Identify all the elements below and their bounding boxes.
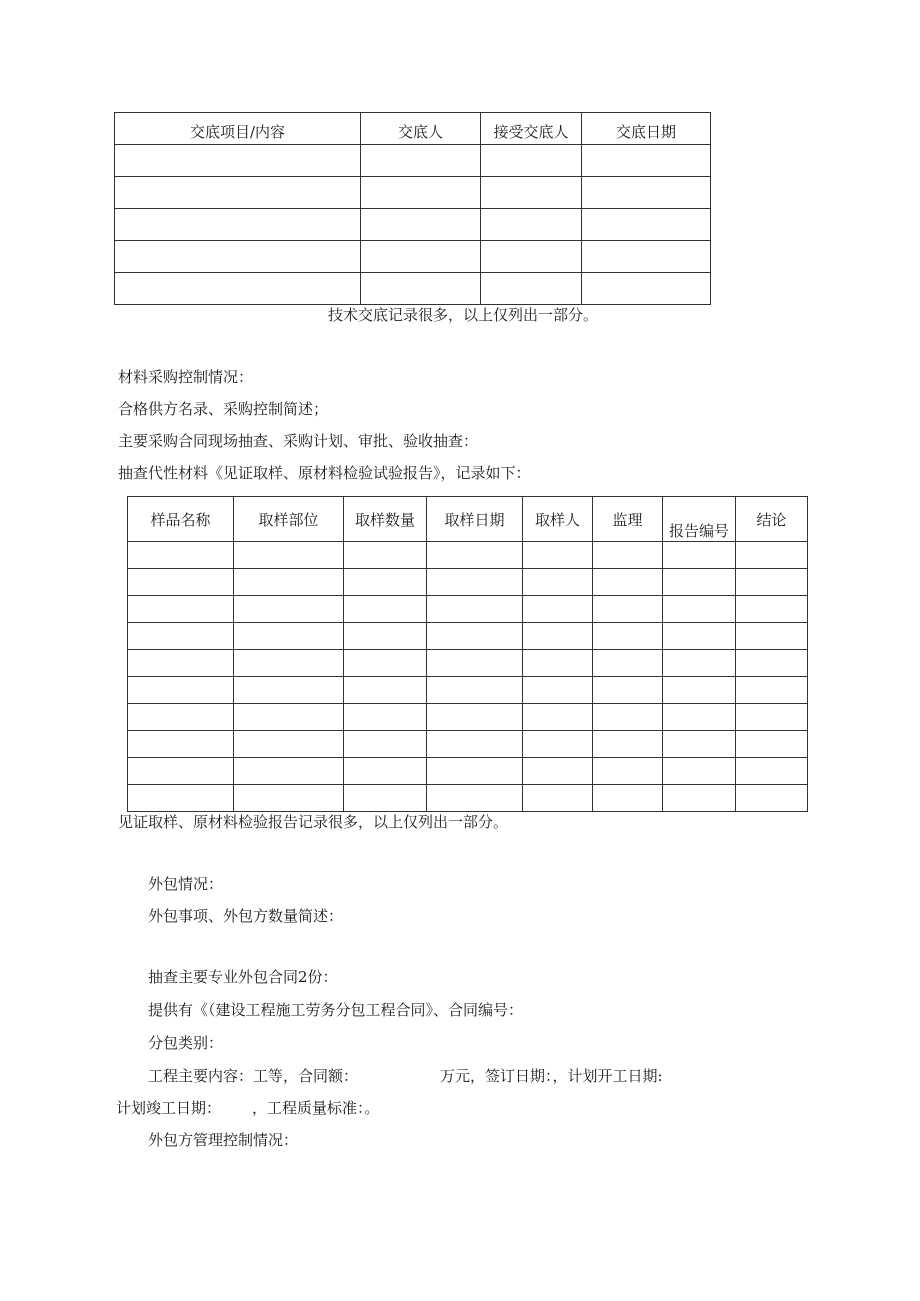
table-cell xyxy=(344,623,427,650)
table-cell xyxy=(663,731,736,758)
table-cell xyxy=(344,569,427,596)
table-cell xyxy=(481,145,582,177)
table-cell xyxy=(128,704,234,731)
header-sample-name: 样品名称 xyxy=(128,497,234,542)
table-cell xyxy=(736,650,808,677)
table-cell xyxy=(427,596,523,623)
table-row xyxy=(128,650,808,677)
table-cell xyxy=(593,542,663,569)
table-row xyxy=(128,596,808,623)
table-cell xyxy=(663,542,736,569)
table-cell xyxy=(361,273,481,305)
outsourcing-title: 外包情况： xyxy=(148,875,224,893)
table-cell xyxy=(663,785,736,812)
material-line-samples: 抽查代性材料《见证取样、原材料检验试验报告》，记录如下： xyxy=(118,464,531,482)
table-cell xyxy=(344,677,427,704)
table-cell xyxy=(234,542,344,569)
table-cell xyxy=(593,596,663,623)
table-cell xyxy=(663,677,736,704)
table-cell xyxy=(427,731,523,758)
table-row xyxy=(128,731,808,758)
table-cell xyxy=(736,569,808,596)
table-cell xyxy=(234,758,344,785)
table-cell xyxy=(128,596,234,623)
table-row xyxy=(115,241,711,273)
handover-table-note: 技术交底记录很多，以上仅列出一部分。 xyxy=(328,306,599,324)
table-cell xyxy=(128,731,234,758)
table-cell xyxy=(523,758,593,785)
table-cell xyxy=(234,623,344,650)
table-cell xyxy=(593,758,663,785)
table-row xyxy=(115,145,711,177)
table-row xyxy=(128,758,808,785)
handover-table xyxy=(114,112,711,305)
table-cell xyxy=(234,785,344,812)
table-cell xyxy=(361,177,481,209)
table-cell xyxy=(361,209,481,241)
table-cell xyxy=(128,650,234,677)
outsourcing-content-label: 工程主要内容：工等，合同额： xyxy=(148,1067,359,1085)
table-cell xyxy=(582,273,711,305)
header-handover-item: 交底项目/内容 xyxy=(115,113,361,145)
table-cell xyxy=(427,677,523,704)
table-cell xyxy=(427,704,523,731)
table-cell xyxy=(736,758,808,785)
table-row xyxy=(115,273,711,305)
table-cell xyxy=(593,623,663,650)
material-line-contracts: 主要采购合同现场抽查、采购计划、审批、验收抽查： xyxy=(118,432,479,450)
table-cell xyxy=(128,542,234,569)
outsourcing-category: 分包类别： xyxy=(148,1034,224,1052)
table-cell xyxy=(234,731,344,758)
table-cell xyxy=(523,677,593,704)
header-receiver: 接受交底人 xyxy=(481,113,582,145)
header-supervisor: 监理 xyxy=(593,497,663,542)
table-cell xyxy=(593,650,663,677)
table-row xyxy=(128,542,808,569)
sample-table xyxy=(127,496,808,812)
outsourcing-content-amount: 万元，签订日期：，计划开工日期: xyxy=(440,1067,663,1085)
table-cell xyxy=(736,704,808,731)
table-cell xyxy=(736,677,808,704)
table-cell xyxy=(344,758,427,785)
table-cell xyxy=(115,177,361,209)
table-cell xyxy=(663,569,736,596)
table-cell xyxy=(523,704,593,731)
table-header-row xyxy=(128,497,808,542)
table-cell xyxy=(234,704,344,731)
table-cell xyxy=(582,209,711,241)
table-cell xyxy=(234,650,344,677)
table-cell xyxy=(128,677,234,704)
outsourcing-contracts: 抽查主要专业外包合同2份： xyxy=(148,968,338,986)
table-row xyxy=(115,177,711,209)
table-cell xyxy=(344,650,427,677)
table-cell xyxy=(361,145,481,177)
table-cell xyxy=(663,704,736,731)
outsourcing-summary: 外包事项、外包方数量简述： xyxy=(148,907,344,925)
table-cell xyxy=(481,177,582,209)
table-row xyxy=(128,623,808,650)
table-cell xyxy=(344,542,427,569)
header-sample-quantity: 取样数量 xyxy=(344,497,427,542)
table-header-row xyxy=(115,113,711,145)
table-cell xyxy=(523,623,593,650)
table-cell xyxy=(593,785,663,812)
header-handover-date: 交底日期 xyxy=(582,113,711,145)
table-cell xyxy=(736,785,808,812)
table-cell xyxy=(523,569,593,596)
table-cell xyxy=(663,758,736,785)
table-cell xyxy=(663,596,736,623)
table-cell xyxy=(128,569,234,596)
table-cell xyxy=(361,241,481,273)
header-conclusion: 结论 xyxy=(736,497,808,542)
header-sample-date: 取样日期 xyxy=(427,497,523,542)
table-cell xyxy=(593,704,663,731)
table-cell xyxy=(115,273,361,305)
table-cell xyxy=(736,623,808,650)
table-cell xyxy=(582,241,711,273)
header-sample-location: 取样部位 xyxy=(234,497,344,542)
table-cell xyxy=(523,650,593,677)
table-cell xyxy=(736,542,808,569)
table-row xyxy=(128,677,808,704)
table-row xyxy=(115,209,711,241)
table-cell xyxy=(115,209,361,241)
table-cell xyxy=(344,785,427,812)
table-cell xyxy=(427,785,523,812)
table-cell xyxy=(736,731,808,758)
outsourcing-completion-label: 计划竣工日期： xyxy=(116,1099,222,1117)
table-cell xyxy=(234,596,344,623)
table-cell xyxy=(427,623,523,650)
table-cell xyxy=(481,273,582,305)
table-cell xyxy=(593,569,663,596)
outsourcing-management: 外包方管理控制情况： xyxy=(148,1131,299,1149)
table-row xyxy=(128,704,808,731)
header-handover-person: 交底人 xyxy=(361,113,481,145)
table-cell xyxy=(523,542,593,569)
table-cell xyxy=(234,569,344,596)
table-cell xyxy=(234,677,344,704)
table-cell xyxy=(582,145,711,177)
table-cell xyxy=(128,623,234,650)
table-cell xyxy=(481,241,582,273)
table-cell xyxy=(344,596,427,623)
table-cell xyxy=(427,542,523,569)
table-cell xyxy=(427,758,523,785)
sample-table-note: 见证取样、原材料检验报告记录很多，以上仅列出一部分。 xyxy=(118,813,509,831)
table-cell xyxy=(427,569,523,596)
table-cell xyxy=(344,704,427,731)
table-cell xyxy=(115,145,361,177)
table-cell xyxy=(115,241,361,273)
outsourcing-quality: ，工程质量标准：。 xyxy=(252,1099,380,1117)
table-cell xyxy=(663,650,736,677)
table-cell xyxy=(593,731,663,758)
table-row xyxy=(128,785,808,812)
table-cell xyxy=(523,596,593,623)
material-line-supplier: 合格供方名录、采购控制简述； xyxy=(118,400,329,418)
table-cell xyxy=(481,209,582,241)
table-cell xyxy=(427,650,523,677)
header-report-number: 报告编号 xyxy=(663,497,736,542)
header-sampler: 取样人 xyxy=(523,497,593,542)
table-cell xyxy=(663,623,736,650)
table-row xyxy=(128,569,808,596)
table-cell xyxy=(128,758,234,785)
table-cell xyxy=(582,177,711,209)
table-cell xyxy=(344,731,427,758)
table-cell xyxy=(736,596,808,623)
outsourcing-provided: 提供有《（建设工程施工劳务分包工程合同》、合同编号： xyxy=(148,1001,524,1019)
table-cell xyxy=(128,785,234,812)
material-section-title: 材料采购控制情况： xyxy=(118,368,254,386)
table-cell xyxy=(523,731,593,758)
table-cell xyxy=(523,785,593,812)
table-cell xyxy=(593,677,663,704)
